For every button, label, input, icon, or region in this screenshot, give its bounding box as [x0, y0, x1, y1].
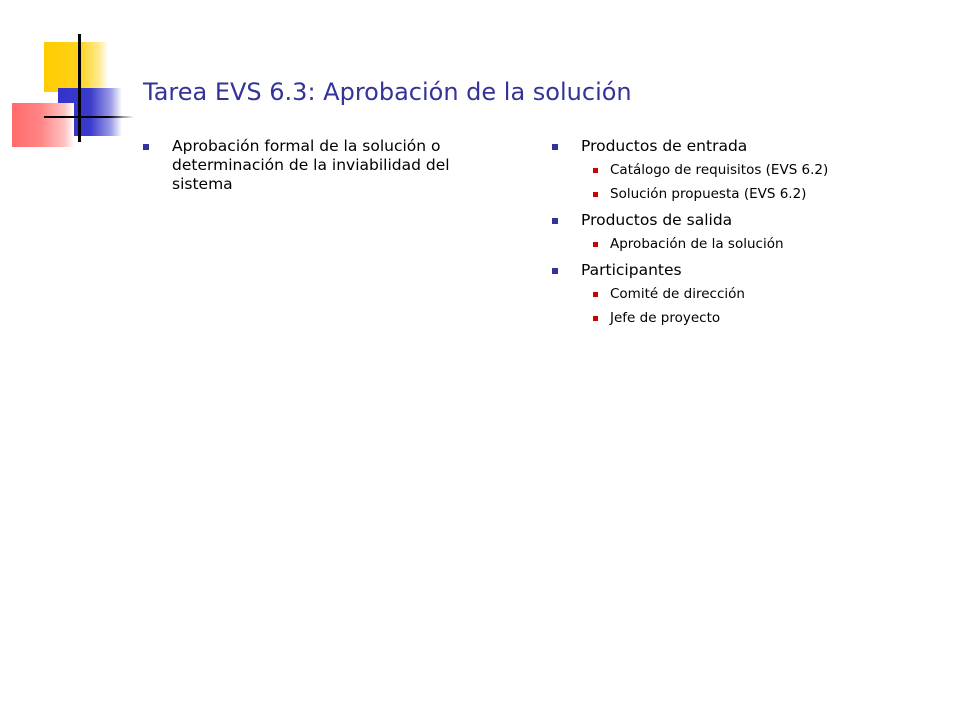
decor-vertical-line [78, 34, 81, 142]
left-column [143, 137, 483, 194]
bullet-productos-entrada [552, 137, 912, 202]
bullet-label: Productos de salida [581, 211, 733, 229]
sub-bullet-item: Catálogo de requisitos (EVS 6.2) [581, 162, 912, 178]
bullet-label: Productos de entrada [581, 137, 748, 155]
slide-title: Tarea EVS 6.3: Aprobación de la solución [143, 78, 632, 106]
decor-yellow-square [44, 42, 108, 92]
bullet-item: Aprobación formal de la solución o determinación de la inviabilidad del sistema [143, 137, 483, 194]
decor-red-square [12, 103, 74, 147]
bullet-participantes [552, 261, 912, 326]
sub-bullet-item: Solución propuesta (EVS 6.2) [581, 186, 912, 202]
sub-bullet-item: Aprobación de la solución [581, 236, 912, 252]
bullet-label: Participantes [581, 261, 682, 279]
sub-bullet-item: Jefe de proyecto [581, 310, 912, 326]
bullet-productos-salida [552, 211, 912, 252]
sub-bullet-item: Comité de dirección [581, 286, 912, 302]
decor-horizontal-line [44, 116, 134, 118]
right-column [552, 137, 912, 335]
